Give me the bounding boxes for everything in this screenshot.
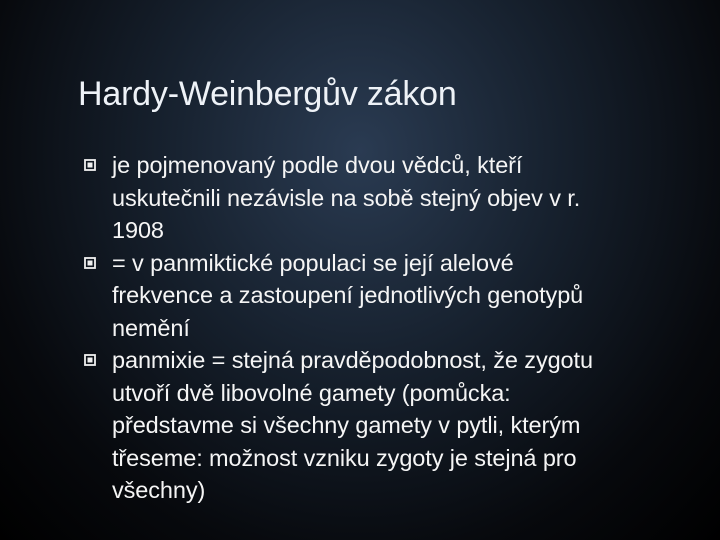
square-bullet-icon [84, 344, 112, 376]
bullet-item [84, 344, 694, 507]
slide-title: Hardy-Weinbergův zákon [78, 75, 457, 113]
square-bullet-icon [84, 247, 112, 279]
bullet-list [84, 149, 694, 507]
bullet-text: = v panmiktické populaci se její alelové frekvence a zastoupení jednotlivých genotypů nemění [112, 249, 584, 341]
bullet-text: je pojmenovaný podle dvou vědců, kteří uskutečnili nezávisle na sobě stejný objev v r. 1908 [112, 152, 581, 243]
bullet-text: panmixie = stejná pravděpodobnost, že zygotu utvoří dvě libovolné gamety (pomůcka: představme si všechny gamety v pytli, kterým třeseme: možnost vzniku zygoty je stejná pro všechny) [112, 347, 593, 503]
bullet-item [84, 247, 694, 345]
bullet-item [84, 149, 694, 247]
square-bullet-icon [84, 149, 112, 181]
